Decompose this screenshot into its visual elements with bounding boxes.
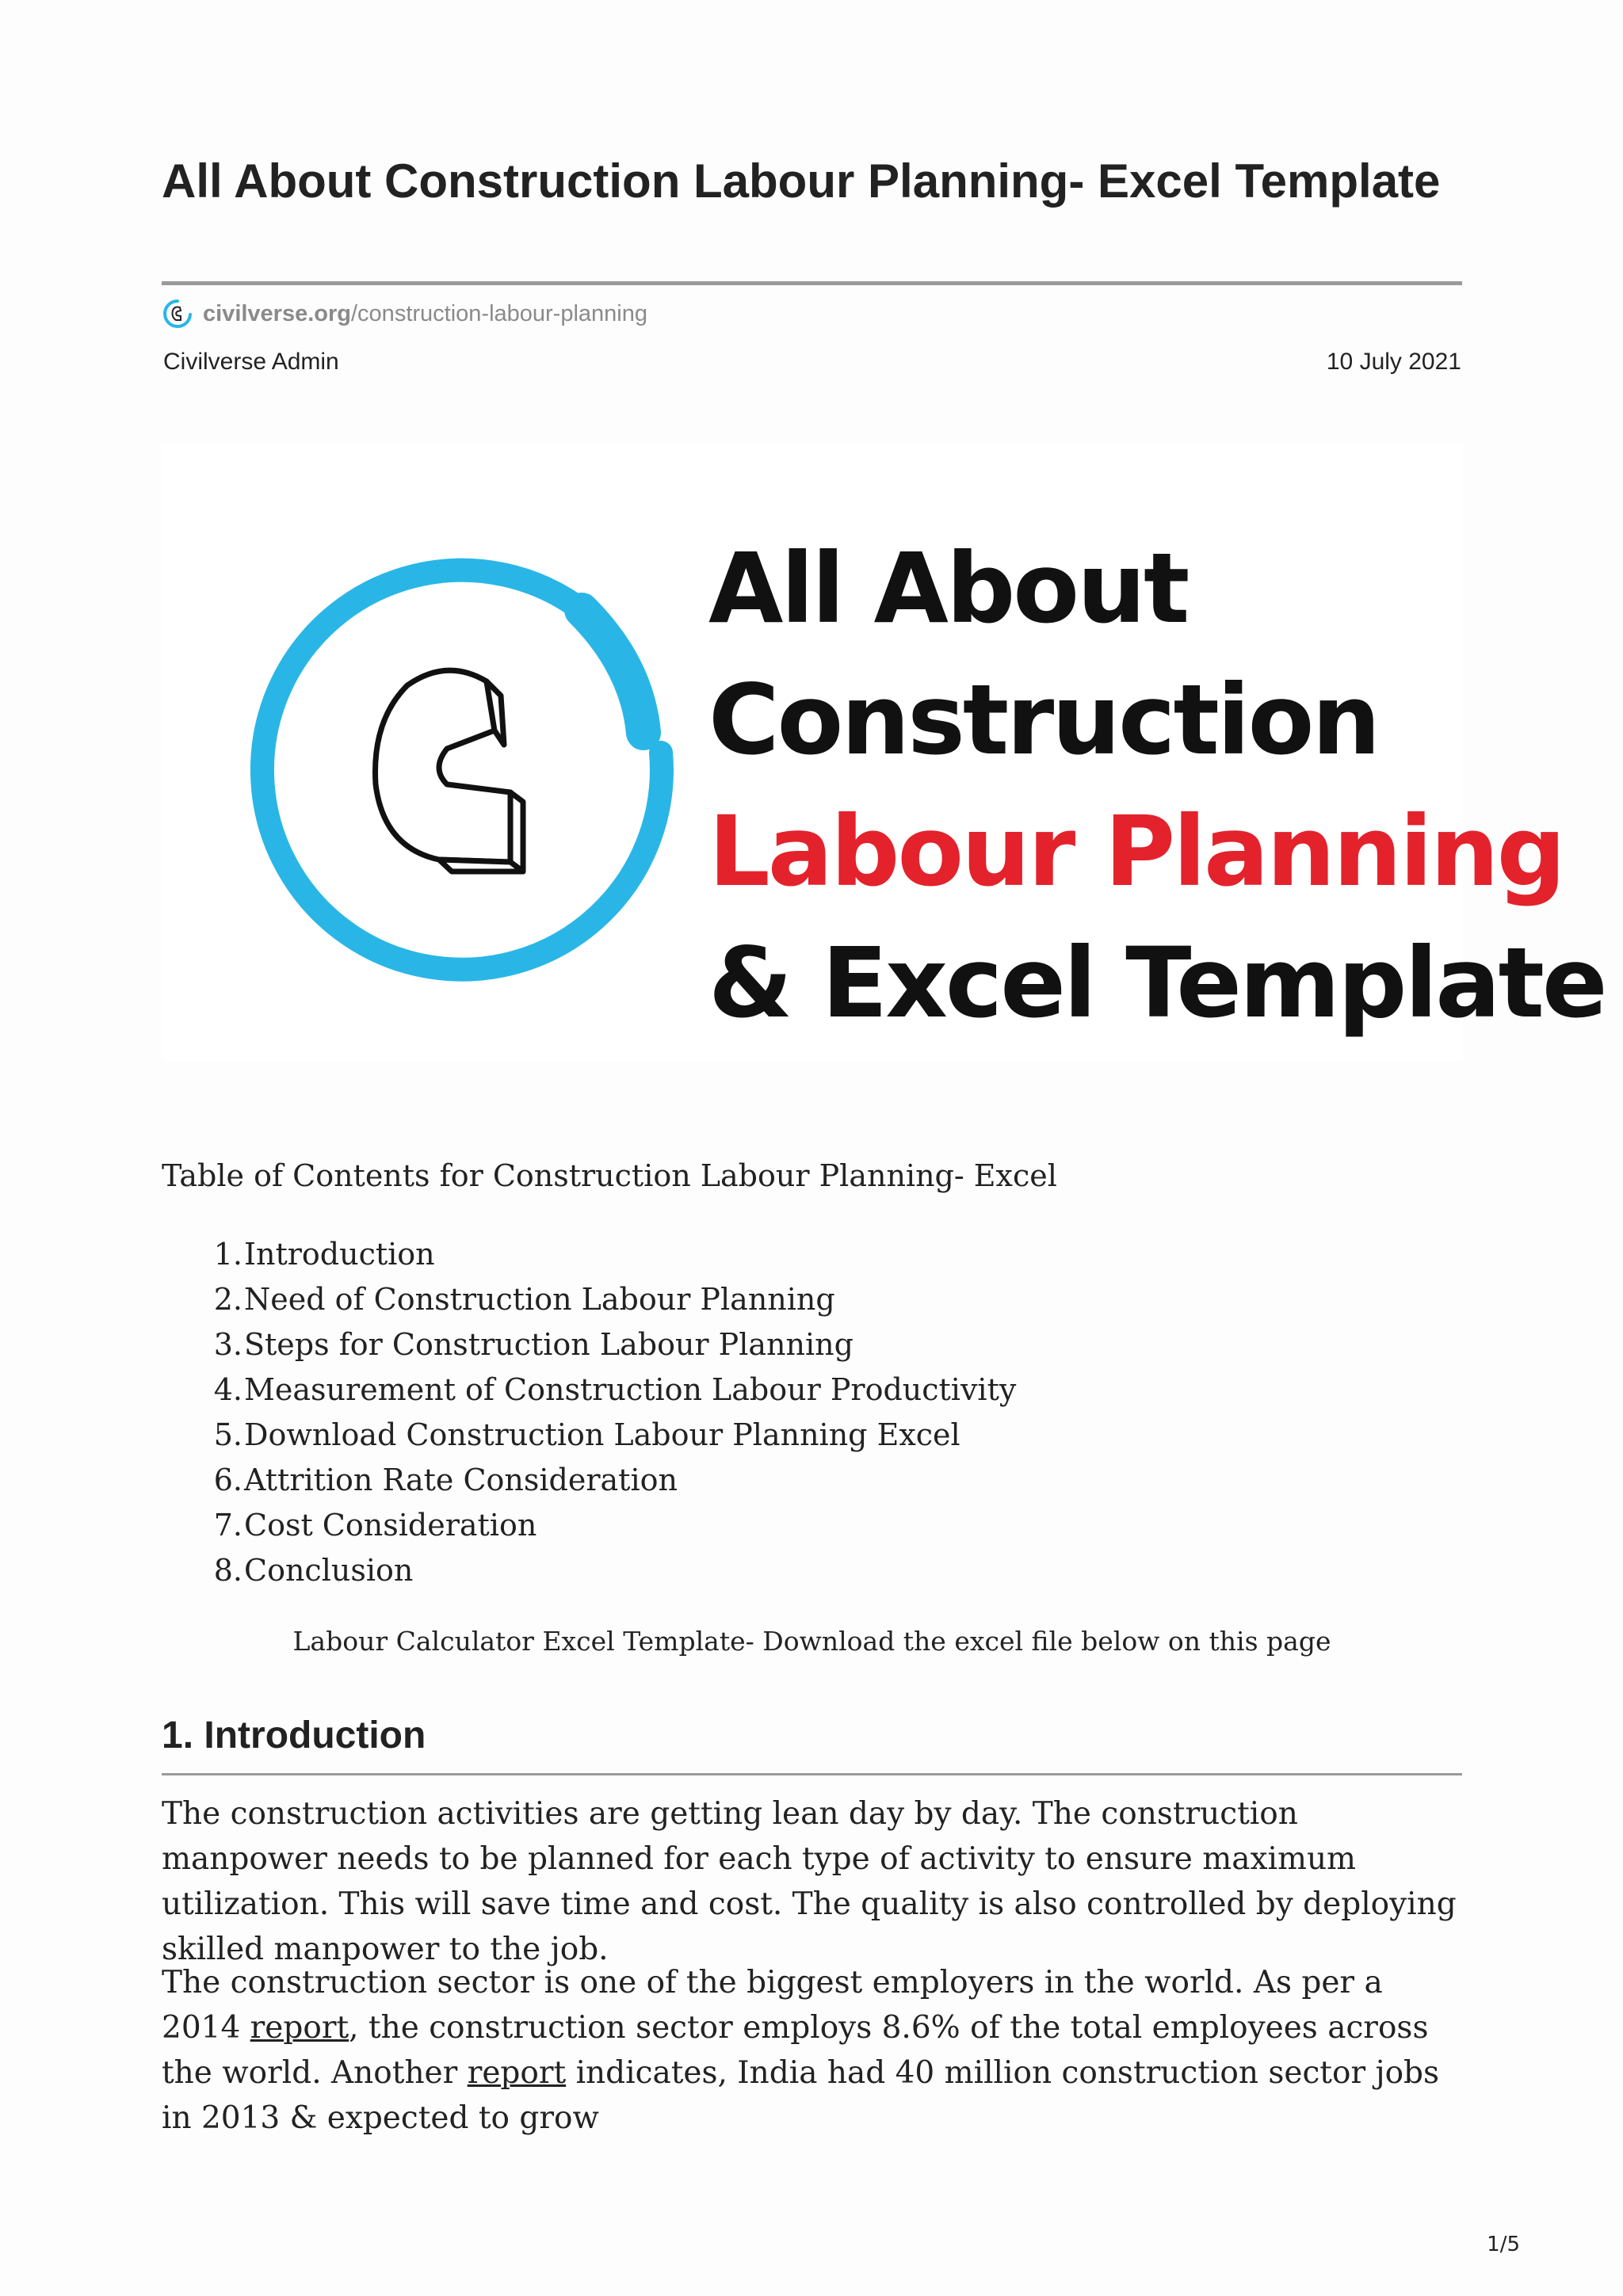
title-divider [162, 281, 1462, 285]
toc-item-number: 5. [213, 1417, 242, 1452]
page-title: All About Construction Labour Planning- Excel Template [162, 154, 1441, 208]
toc-item-number: 3. [213, 1327, 242, 1362]
section-heading-introduction: 1. Introduction [162, 1714, 426, 1756]
para-text: , the construction sector employs 8.6% of the total employees across the world. Another [162, 2010, 1429, 2091]
civilverse-logo-icon [209, 523, 701, 967]
hero-banner-text [708, 523, 1606, 1049]
author-name: Civilverse Admin [163, 349, 339, 375]
toc-item-number: 7. [213, 1508, 242, 1543]
site-favicon-icon [162, 298, 193, 330]
hero-banner-image [162, 444, 1606, 1062]
toc-item-label: Need of Construction Labour Planning [244, 1282, 835, 1317]
toc-item-measurement[interactable] [162, 1367, 1016, 1413]
intro-paragraph-2 [162, 1960, 1465, 2141]
toc-item-number: 6. [213, 1463, 242, 1497]
hero-line-1: All About [708, 532, 1188, 645]
toc-item-label: Conclusion [244, 1553, 414, 1588]
toc-item-number: 2. [213, 1282, 242, 1317]
toc-item-label: Download Construction Labour Planning Excel [244, 1417, 960, 1452]
toc-item-label: Measurement of Construction Labour Productivity [244, 1372, 1017, 1407]
toc-item-label: Steps for Construction Labour Planning [244, 1327, 854, 1362]
toc-item-introduction[interactable] [162, 1232, 1016, 1277]
report-link-2[interactable]: report [467, 2055, 567, 2091]
source-line [162, 297, 647, 330]
toc-item-need[interactable] [162, 1277, 1016, 1322]
hero-line-3: Labour Planning [708, 795, 1564, 908]
toc-item-label: Introduction [244, 1237, 435, 1272]
page-number: 1/5 [1487, 2233, 1520, 2256]
toc-item-label: Attrition Rate Consideration [244, 1463, 678, 1497]
publish-date: 10 July 2021 [1326, 349, 1461, 375]
toc-item-cost[interactable] [162, 1503, 1016, 1548]
image-caption: Labour Calculator Excel Template- Download the excel file below on this page [292, 1626, 1331, 1657]
source-domain-link[interactable]: civilverse.org [203, 300, 351, 326]
toc-item-number: 8. [213, 1553, 242, 1588]
hero-line-2: Construction [708, 664, 1379, 776]
report-link-1[interactable]: report [250, 2010, 349, 2046]
toc-item-attrition[interactable] [162, 1458, 1016, 1503]
para-text: indicates, India had 40 million construction sector jobs in 2013 & expected to grow [162, 2055, 1440, 2136]
toc-item-number: 4. [213, 1372, 242, 1407]
source-path-link[interactable]: /construction-labour-planning [351, 300, 647, 326]
toc-item-number: 1. [213, 1237, 242, 1272]
section-divider [162, 1773, 1462, 1775]
toc-item-conclusion[interactable] [162, 1548, 1016, 1593]
toc-item-download[interactable] [162, 1413, 1016, 1458]
intro-paragraph-1: The construction activities are getting lean day by day. The construction manpower needs to be planned for each type of activity to ensure maximum utilization. This will save time and cost. The quality is also controlled by deploying skilled manpower to the job. [162, 1796, 1457, 1967]
toc-heading: Table of Contents for Construction Labour Planning- Excel [162, 1158, 1057, 1193]
table-of-contents [162, 1232, 1016, 1593]
toc-item-label: Cost Consideration [244, 1508, 537, 1543]
hero-line-4: & Excel Template [708, 927, 1606, 1039]
para-text: The construction sector is one of the biggest employers in the world. As per a 2014 [162, 1965, 1383, 2046]
toc-item-steps[interactable] [162, 1322, 1016, 1367]
